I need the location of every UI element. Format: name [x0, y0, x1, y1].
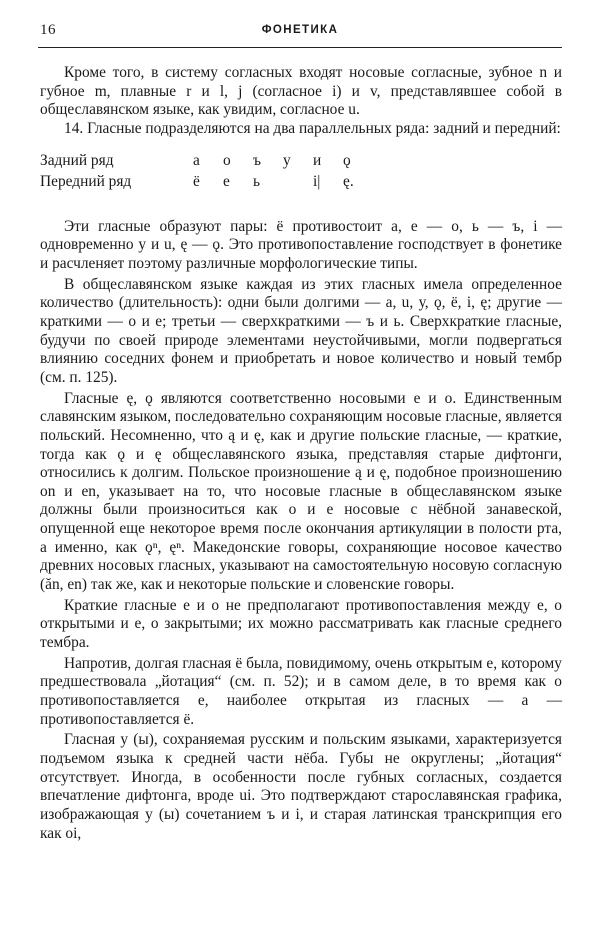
vowel: ǫ: [343, 151, 351, 169]
paragraph: Напротив, долгая гласная ё была, повидимому, очень открытым е, которому предшествовала „йотация“ (см. п. 52); и в самом деле, в то время как о противопоставляется е, наиболее открытая из гласных — а — противопоставляется ё.: [40, 654, 562, 728]
vowel: i|: [313, 172, 321, 190]
paragraph: Гласные ę, ǫ являются соответственно носовыми е и о. Единственным славянским языком, последовательно сохраняющим носовые гласные, является польский. Несомненно, что ą и ę, как и другие польские гласные, — краткие, тогда как ǫ и ę общеславянского языка, представляя старые дифтонги, относились к долгим. Польское произношение ą и ę, подобное произношению on и en, указывает на то, что носовые гласные в общеславянском языке должны были произноситься как о и е носовые с нёбной занавеской, опущенной еще некоторое время после окончания артикуляции в полости рта, а именно, как ǫⁿ, ęⁿ. Македонские говоры, сохраняющие носовое качество древних носовых гласных, указывают на самостоятельную носовую согласную (ăn, en) так же, как и некоторые польские и словенские говоры.: [40, 389, 562, 594]
vowel: ё: [193, 172, 200, 190]
vowel-row-label: Передний ряд: [40, 172, 132, 190]
paragraph: В общеславянском языке каждая из этих гласных имела определенное количество (длительность): одни были долгими — а, u, у, ǫ, ё, i, ę; другие — краткими — о и е; третьи — сверхкраткими — ъ и ь. Сверхкраткие гласные, будучи по своей природе элементами неустойчивыми, могли подвергаться влиянию соседних фонем и приобретать и новое количество и новый тембр (см. п. 125).: [40, 275, 562, 386]
paragraph: Кроме того, в систему согласных входят носовые согласные, зубное n и губное m, плавные r и l, j (согласное i) и v, представлявшее собой в общеславянском языке, как увидим, согласное u.: [40, 64, 562, 119]
paragraph: Гласная у (ы), сохраняемая русским и польским языками, характеризуется подъемом языка к средней части нёба. Губы не округлены; „йотация“ отсутствует. Иногда, в особенности после губных согласных, создается впечатление дифтонга, вроде ui. Это подтверждают старославянская графика, изображающая у (ы) сочетанием ъ и i, и старая латинская транскрипция его как oi,: [40, 731, 562, 842]
paragraph: 14. Гласные подразделяются на два параллельных ряда: задний и передний:: [64, 119, 561, 137]
vowel-row-front: [40, 173, 562, 194]
paragraph: Краткие гласные е и о не предполагают противопоставления между е, о открытыми и е, о закрытыми; их можно рассматривать как гласные среднего тембра.: [40, 596, 562, 652]
vowel: ъ: [253, 151, 261, 169]
vowel-row-back: [40, 152, 562, 173]
vowel: ę.: [343, 172, 354, 190]
vowel: а: [193, 151, 200, 169]
vowel: о: [223, 151, 231, 169]
vowel: е: [223, 172, 230, 190]
body-text: [40, 64, 562, 843]
vowel: ь: [253, 172, 261, 190]
running-title: ФОНЕТИКА: [261, 24, 339, 36]
header-rule: [38, 47, 562, 48]
vowel-table: [40, 152, 562, 194]
page-header: [40, 22, 560, 46]
vowel: у: [283, 151, 291, 169]
vowel: и: [313, 151, 322, 169]
paragraph: Эти гласные образуют пары: ё противостоит а, е — о, ь — ъ, i — одновременно у и u, ę — ǫ. Это противопоставление господствует в фонетике и расчленяет поэтому различные морфологические типы.: [40, 217, 562, 272]
page-number: 16: [40, 22, 56, 38]
vowel-row-label: Задний ряд: [40, 151, 114, 169]
